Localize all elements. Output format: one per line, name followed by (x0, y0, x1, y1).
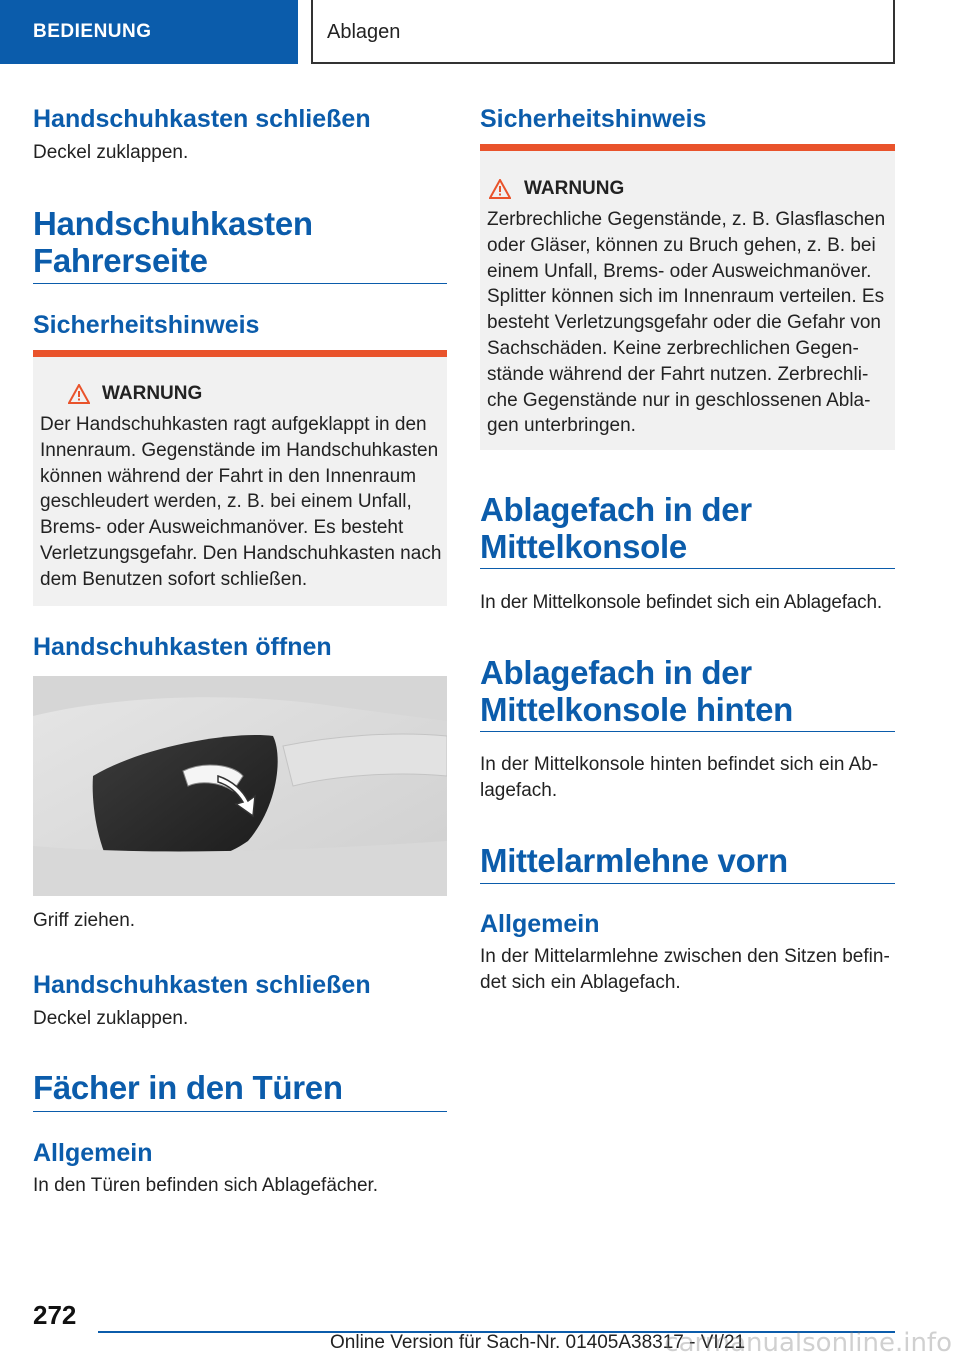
heading-faecher-wrap (33, 1069, 447, 1106)
paragraph-mittelarmlehne: In der Mittelarmlehne zwischen den Sitzen befindet sich ein Ablagefach. (480, 946, 890, 993)
heading-handschuhkasten-schliessen-2: Handschuhkasten schließen (33, 971, 371, 999)
heading-sicherheitshinweis-right-wrap (480, 104, 895, 134)
paragraph-deckel-2: Deckel zuklappen. (33, 1008, 189, 1029)
heading-fahrerseite-block (33, 205, 447, 279)
warning-triangle-icon (68, 384, 90, 404)
warning-text: Der Handschuhkasten ragt aufgeklappt in den Innenraum. Gegenstände im Handschuhkasten können während der Fahrt in den Innenraum geschleudert werden, z. B. bei einem Unfall, Brems- oder Ausweichmanöver. Es besteht Verletzungsgefahr. Den Handschuhkasten nach dem Benutzen sofort schließen. (40, 414, 442, 590)
warning-triangle-icon (489, 179, 511, 199)
heading-mittelarmlehne-vorn: Mittelarmlehne vorn (480, 842, 788, 879)
heading-schliessen2-wrap (33, 970, 447, 1032)
section-tab: BEDIENUNG (0, 0, 298, 64)
paragraph-mittelkonsole: In der Mittelkonsole befindet sich ein Ablagefach. (480, 592, 882, 613)
heading-rule (480, 731, 895, 732)
heading-allgemein-left-wrap (33, 1138, 447, 1199)
warning-label-right: WARNUNG (524, 178, 625, 199)
warning-text-right: Zerbrechliche Gegenstände, z. B. Glasflaschen oder Gläser, können zu Bruch gehen, z. B. bei einem Unfall, Brems- oder Ausweichmanöver. Splitter können sich im Innenraum verteilen. Es besteht Verletzungsgefahr oder die Gefahr von Sachschäden. Keine zerbrechlichen Gegenstände während der Fahrt nutzen. Zerbrechliche Gegenstände nur in geschlossenen Ablagen unterbringen. (487, 209, 886, 437)
heading-rule (33, 1111, 447, 1112)
heading-ablagefach-hinten-line1: Ablagefach in der (480, 654, 752, 691)
heading-rule (33, 283, 447, 284)
glovebox-illustration (33, 676, 447, 896)
left-column (33, 104, 447, 166)
heading-mittelkonsole-wrap (480, 491, 895, 565)
warning-label: WARNUNG (102, 383, 203, 404)
warning-box (33, 350, 447, 606)
heading-ablagefach-mittelkonsole-line1: Ablagefach in der (480, 491, 752, 528)
chapter-tab: Ablagen (311, 0, 895, 64)
paragraph-griff-ziehen: Griff ziehen. (33, 910, 136, 931)
paragraph-mittelkonsole-hinten: In der Mittelkonsole hinten befindet sich ein Ablagefach. (480, 754, 879, 801)
paragraph-mittelkonsole-wrap (480, 590, 900, 616)
warning-box-right (480, 144, 895, 450)
heading-faecher-in-den-tueren: Fächer in den Türen (33, 1069, 343, 1106)
paragraph-tueren: In den Türen befinden sich Ablagefächer. (33, 1175, 379, 1196)
page-number: 272 (33, 1300, 77, 1330)
heading-allgemein: Allgemein (33, 1139, 153, 1167)
paragraph-hinten-wrap (480, 752, 895, 804)
heading-oeffnen-wrap (33, 632, 447, 662)
heading-rule (480, 883, 895, 884)
heading-handschuhkasten-schliessen: Handschuhkasten schließen (33, 105, 371, 133)
heading-sicherheitshinweis-right: Sicherheitshinweis (480, 105, 707, 133)
online-version-text: Online Version für Sach-Nr. 01405A38317 - VI/21 (330, 1332, 746, 1353)
heading-ablagefach-mittelkonsole-line2: Mittelkonsole (480, 528, 687, 565)
heading-ablagefach-hinten-line2: Mittelkonsole hinten (480, 691, 794, 728)
img-caption-wrap (33, 908, 447, 934)
heading-handschuhkasten-oeffnen: Handschuhkasten öffnen (33, 633, 332, 661)
heading-allgemein-right: Allgemein (480, 910, 600, 938)
heading-rule (480, 568, 895, 569)
heading-handschuhkasten-fahrerseite-line2: Fahrerseite (33, 242, 208, 279)
heading-allgemein-right-wrap (480, 909, 895, 996)
heading-sicherheitshinweis: Sicherheitshinweis (33, 311, 260, 339)
heading-sicherheitshinweis-left-wrap (33, 310, 447, 340)
heading-armlehne-wrap (480, 842, 895, 879)
paragraph-deckel: Deckel zuklappen. (33, 142, 189, 163)
watermark: carmanualsonline.info (664, 1328, 952, 1358)
heading-mittelkonsole-hinten-wrap (480, 654, 895, 728)
heading-handschuhkasten-fahrerseite-line1: Handschuhkasten (33, 205, 313, 242)
